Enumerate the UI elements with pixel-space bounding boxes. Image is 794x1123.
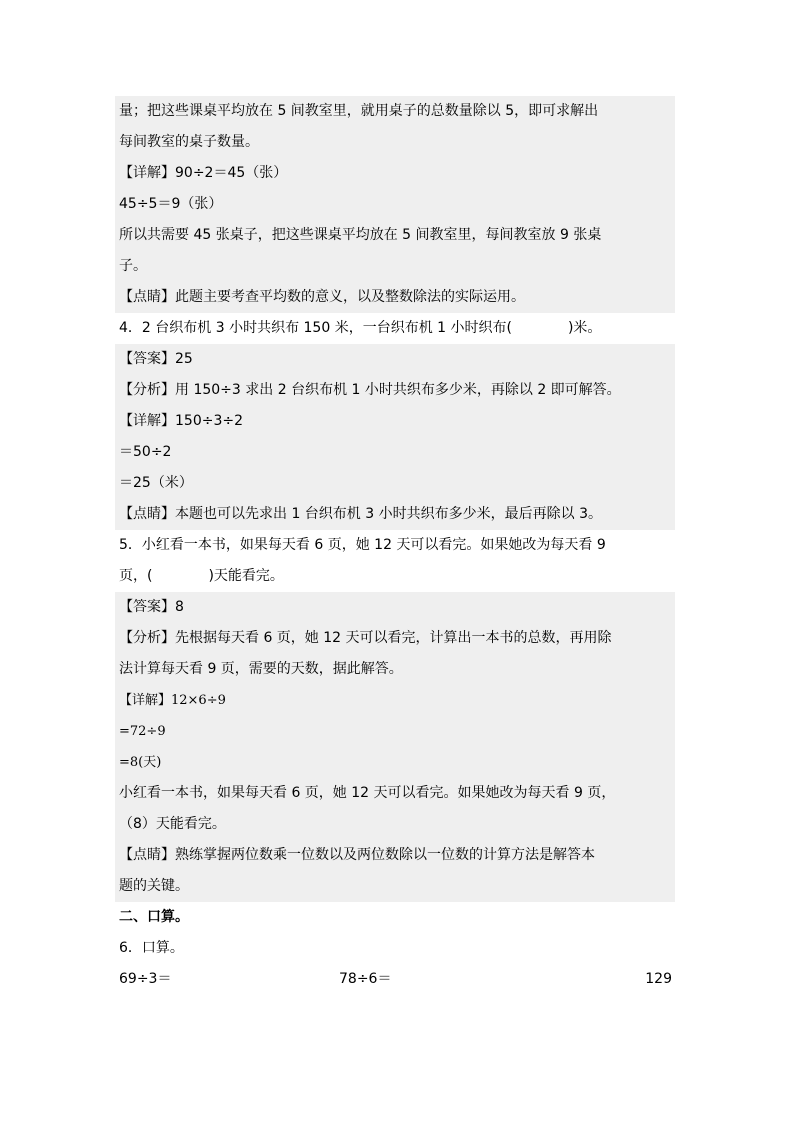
text-line: 45÷5＝9（张） — [115, 189, 675, 220]
page-number: 129 — [645, 971, 672, 987]
calc-row — [119, 964, 672, 995]
analysis-line: 【分析】先根据每天看 6 页，她 12 天可以看完，计算出一本书的总数，再用除 — [115, 623, 675, 654]
answer-line: 【答案】25 — [115, 344, 675, 375]
text-line: ＝50÷2 — [115, 437, 675, 468]
text-line: 子。 — [115, 251, 675, 282]
text-line: 题的关键。 — [115, 871, 675, 902]
question-6: 6．口算。 — [119, 940, 184, 956]
answer-line: 【答案】8 — [115, 592, 675, 623]
text-line: 法计算每天看 9 页，需要的天数，据此解答。 — [115, 654, 675, 685]
question-5: 5．小红看一本书，如果每天看 6 页，她 12 天可以看完。如果她改为每天看 9 — [119, 537, 606, 553]
calc-item: 78÷6＝ — [339, 971, 392, 987]
question-5-cont: 页，( )天能看完。 — [119, 568, 284, 584]
detail-line: 【详解】90÷2＝45（张） — [115, 158, 675, 189]
calc-item: 69÷3＝ — [119, 971, 172, 987]
analysis-line: 【分析】用 150÷3 求出 2 台织布机 1 小时共织布多少米，再除以 2 即可解答。 — [115, 375, 675, 406]
text-line: ＝25（米） — [115, 468, 675, 499]
detail-line: 【详解】150÷3÷2 — [115, 406, 675, 437]
text-line: 小红看一本书，如果每天看 6 页，她 12 天可以看完。如果她改为每天看 9 页， — [115, 778, 675, 809]
text-line: （8）天能看完。 — [115, 809, 675, 840]
formula-line: =72÷9 — [115, 716, 675, 747]
text-line: 量；把这些课桌平均放在 5 间教室里，就用桌子的总数量除以 5，即可求解出 — [115, 96, 675, 127]
text-line: 每间教室的桌子数量。 — [115, 127, 675, 158]
section-heading: 二、口算。 — [119, 909, 189, 925]
question-4: 4．2 台织布机 3 小时共织布 150 米，一台织布机 1 小时织布( )米。 — [119, 320, 602, 336]
comment-line: 【点睛】熟练掌握两位数乘一位数以及两位数除以一位数的计算方法是解答本 — [115, 840, 675, 871]
comment-line: 【点睛】本题也可以先求出 1 台织布机 3 小时共织布多少米，最后再除以 3。 — [115, 499, 675, 530]
text-line: 所以共需要 45 张桌子，把这些课桌平均放在 5 间教室里，每间教室放 9 张桌 — [115, 220, 675, 251]
detail-formula-line: 【详解】12×6÷9 — [115, 685, 675, 716]
comment-line: 【点睛】此题主要考查平均数的意义，以及整数除法的实际运用。 — [115, 282, 675, 313]
document-body — [119, 96, 675, 995]
formula-line: =8(天) — [115, 747, 675, 778]
